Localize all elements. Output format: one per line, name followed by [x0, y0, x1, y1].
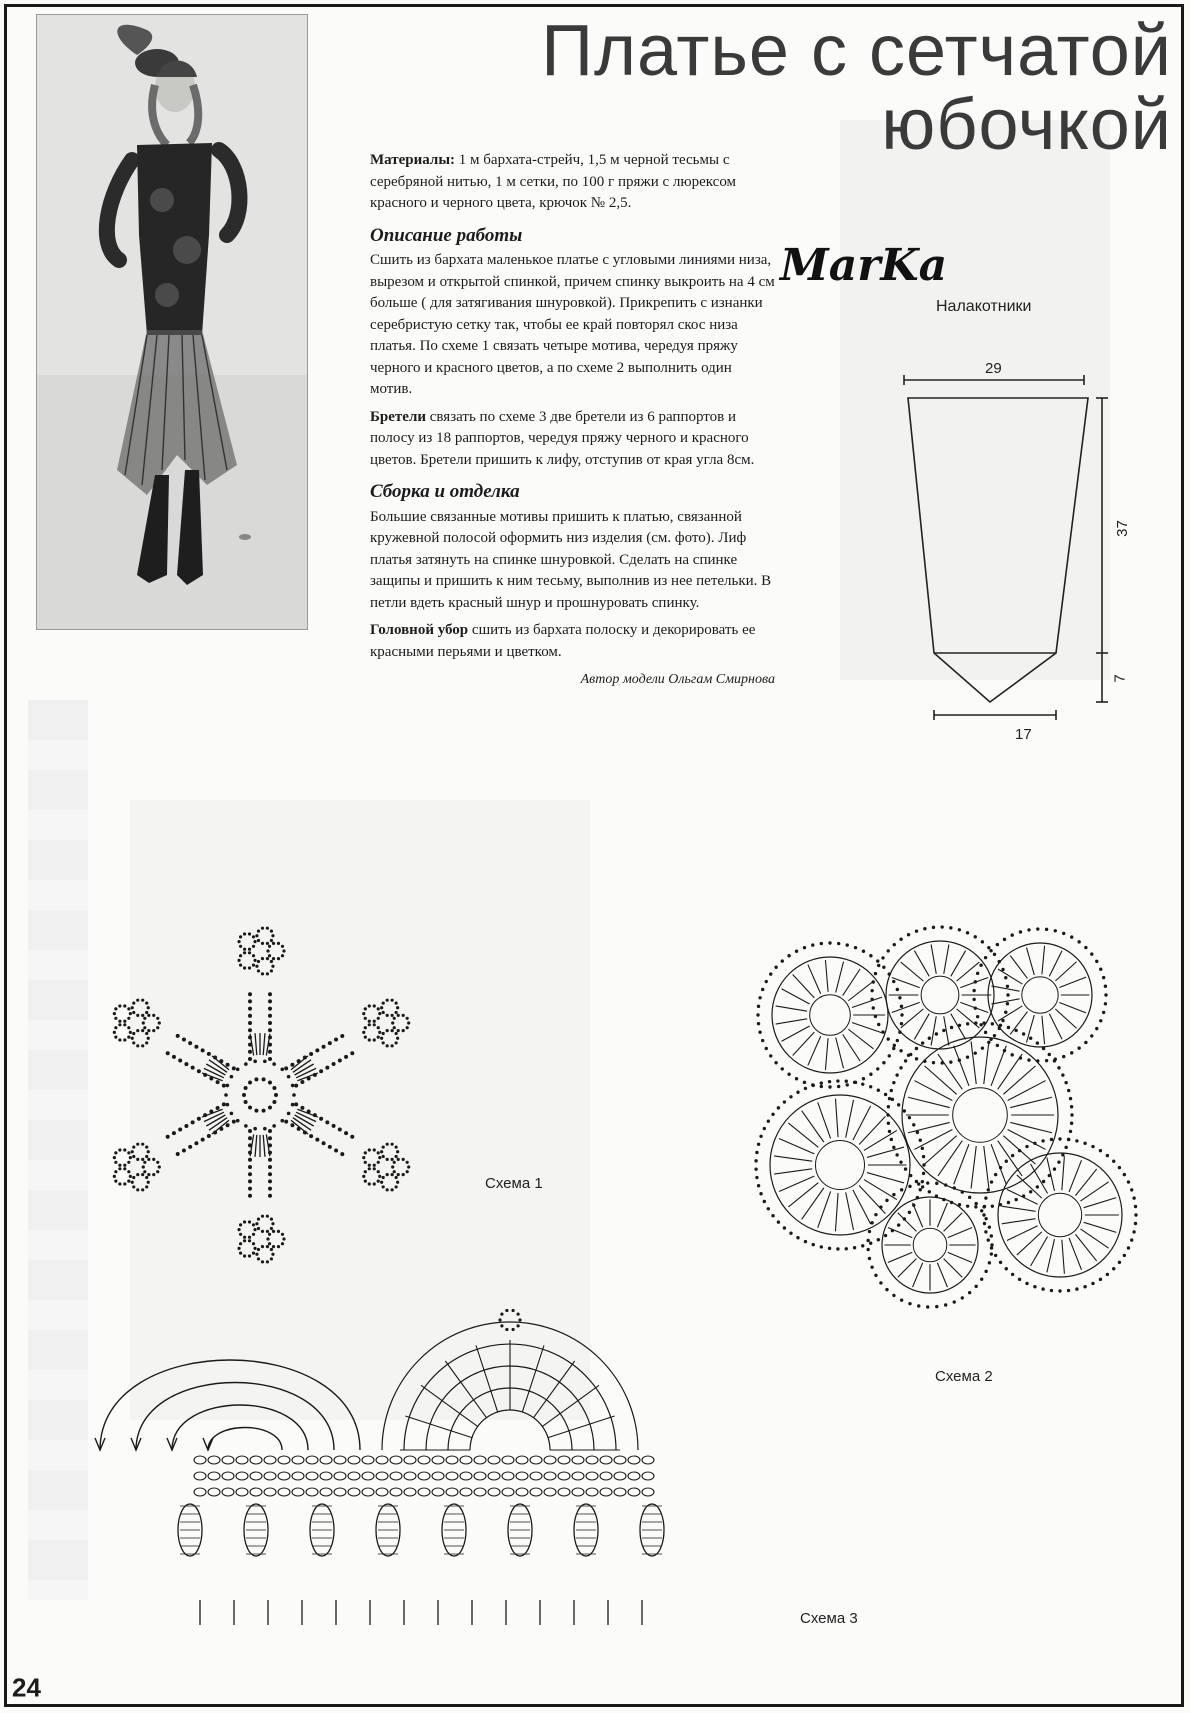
page-title-line2: юбочкой [881, 85, 1172, 165]
scheme-2-label: Схема 2 [935, 1368, 993, 1385]
materials-label: Материалы: [370, 152, 456, 168]
scheme-3-label: Схема 3 [800, 1610, 858, 1627]
straps-label: Бретели [370, 408, 427, 425]
dim-height-main: 37 [1113, 520, 1131, 537]
straps-paragraph [370, 407, 775, 472]
pattern-title: Налакотники [936, 298, 1032, 315]
model-photo [36, 14, 308, 630]
headwear-label: Головной убор [370, 622, 469, 638]
work-text: Сшить из бархата маленькое платье с угловыми линиями низа, вырезом и открытой спинкой, причем спинку выкроить на 4 см больше ( для затягивания шнуровкой). Прикрепить с изнанки серебристую сетку так, чтобы ее край повторял скос низа платья. По схеме 1 связать четыре мотива, чередуя пряжу черного и красного цветов, а по схеме 2 выполнить один мотив. [370, 252, 775, 397]
page-number: 24 [12, 1672, 41, 1703]
dim-bottom-width: 17 [1015, 726, 1032, 743]
watermark-signature: MarKa [780, 240, 948, 291]
work-heading: Описание работы [370, 224, 523, 246]
scheme-1-label: Схема 1 [485, 1175, 543, 1192]
dim-height-tip: 7 [1111, 674, 1129, 683]
headwear-paragraph [370, 620, 775, 663]
scheme-3-strip [90, 1310, 730, 1640]
materials-text: 1 м бархата-стрейч, 1,5 м черной тесьмы с серебряной нитью, 1 м сетки, по 100 г пряжи с люрексом красного и черного цвета, крючок № 2,5. [370, 152, 737, 211]
scheme-2-motif [720, 915, 1160, 1325]
elbow-piece-pattern [880, 360, 1140, 720]
page-title [541, 11, 1172, 165]
article-text [370, 150, 775, 691]
background-show-through [28, 700, 88, 1600]
straps-text: связать по схеме 3 две бретели из 6 раппортов и полосу из 18 раппортов, чередуя пряжу черного и красного цветов. Бретели пришить к лифу, отступив от края угла 8см. [370, 408, 755, 468]
page-title-line1: Платье с сетчатой [541, 11, 1172, 91]
materials-paragraph [370, 150, 775, 215]
headwear-text: сшить из бархата полоску и декорировать ее красными перьями и цветком. [370, 622, 756, 660]
scheme-1-motif [80, 915, 440, 1275]
author-credit: Автор модели Ольгам Смирнова [580, 672, 775, 687]
assembly-text: Большие связанные мотивы пришить к платью, связанной кружевной полосой оформить низ изделия (см. фото). Лиф платья затянуть на спинке шнуровкой. Сделать на спинке защипы и пришить к ним тесьму, выполнив из нее петельки. В петли вдеть красный шнур и прошнуровать спинку. [370, 508, 772, 611]
model-figure-illustration [37, 15, 308, 630]
assembly-heading: Сборка и отделка [370, 481, 520, 502]
dim-top-width: 29 [985, 360, 1002, 377]
